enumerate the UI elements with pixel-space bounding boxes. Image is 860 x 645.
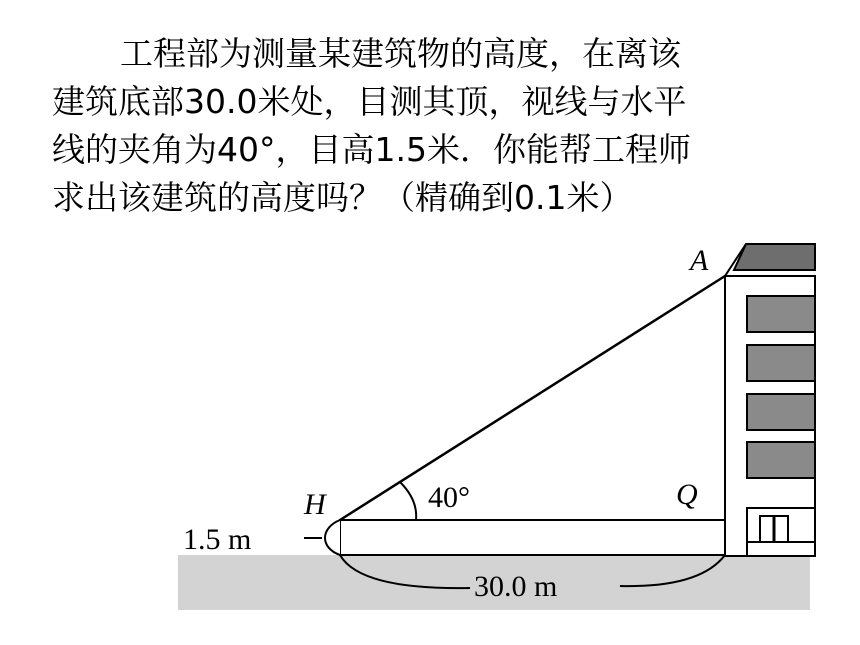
label-point-a: A xyxy=(690,244,709,277)
problem-line-3: 线的夹角为40°，目高1.5米．你能帮工程师 xyxy=(52,130,691,169)
label-eye-height: 1.5 m xyxy=(183,523,252,556)
label-distance: 30.0 m xyxy=(474,570,558,603)
label-angle: 40° xyxy=(428,481,470,514)
problem-line-2: 建筑底部30.0米处，目测其顶，视线与水平 xyxy=(52,82,687,121)
building-roof xyxy=(734,244,815,270)
label-point-h: H xyxy=(304,488,326,521)
building-window xyxy=(747,345,815,381)
building xyxy=(725,244,815,556)
building-window xyxy=(747,442,815,478)
eye-level-strip xyxy=(340,520,725,555)
building-window xyxy=(747,394,815,430)
observer-eye xyxy=(325,520,340,555)
line-of-sight xyxy=(340,276,725,520)
building-window xyxy=(747,296,815,332)
angle-arc xyxy=(400,482,416,520)
problem-line-1: 工程部为测量某建筑物的高度，在离该 xyxy=(120,34,681,73)
label-point-q: Q xyxy=(676,478,698,511)
problem-line-4: 求出该建筑的高度吗？（精确到0.1米） xyxy=(52,178,633,217)
